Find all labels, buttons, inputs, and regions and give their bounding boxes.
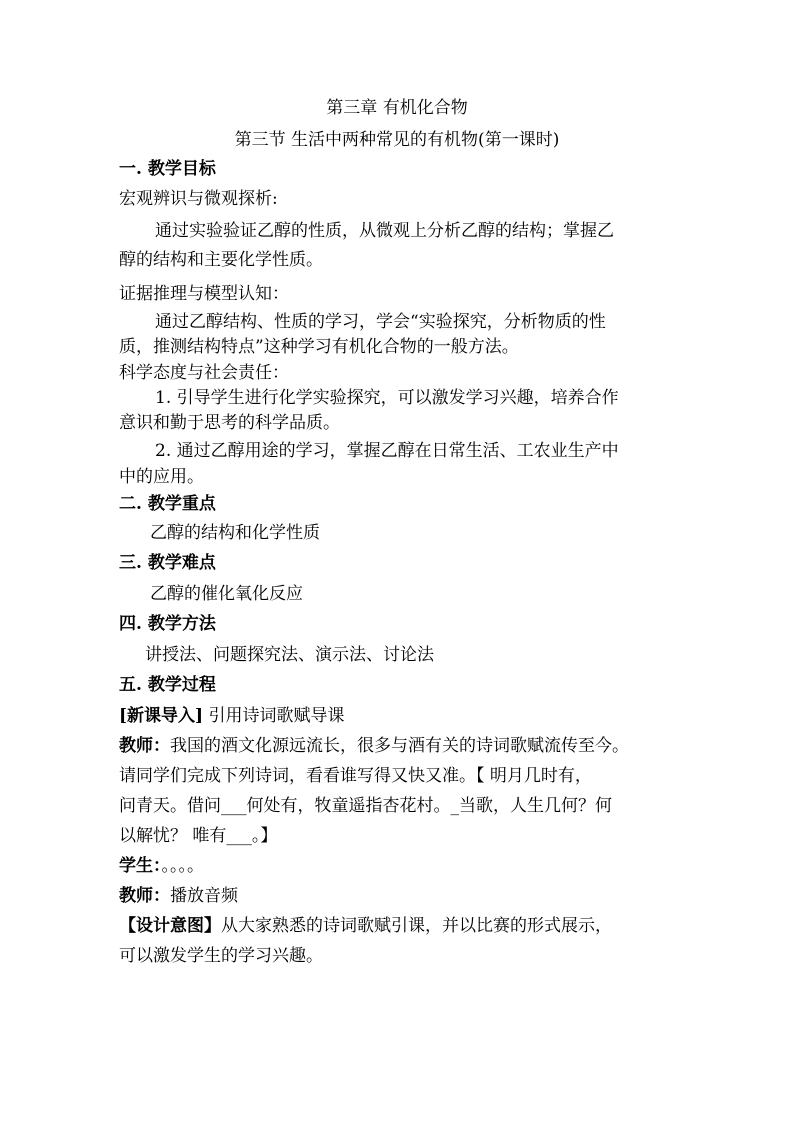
objectives-heading: 一. 教学目标 xyxy=(119,159,216,179)
intro-text: 引用诗词歌赋导课 xyxy=(203,706,345,726)
intro-tag: [新课导入] xyxy=(119,706,204,726)
attitude-item1-line1: 1. 引导学生进行化学实验探究，可以激发学习兴趣，培养合作 xyxy=(155,388,619,408)
macro-text-line2: 醇的结构和主要化学性质。 xyxy=(119,250,323,270)
student-label: 学生： xyxy=(119,856,162,876)
teacher2-text: 播放音频 xyxy=(170,886,238,906)
teacher-label: 教师： xyxy=(119,736,170,756)
macro-text-line1: 通过实验验证乙醇的性质，从微观上分析乙醇的结构；掌握乙 xyxy=(155,221,614,241)
design-text-line2: 可以激发学生的学习兴趣。 xyxy=(119,946,323,966)
process-heading: 五. 教学过程 xyxy=(119,675,216,695)
evidence-label: 证据推理与模型认知： xyxy=(119,284,289,304)
evidence-text-line1: 通过乙醇结构、性质的学习，学会“实验探究，分析物质的性 xyxy=(155,312,606,332)
key-points-heading: 二. 教学重点 xyxy=(119,494,216,514)
chapter-title: 第三章 有机化合物 xyxy=(326,98,468,118)
evidence-text-line2: 质，推测结构特点”这种学习有机化合物的一般方法。 xyxy=(119,337,519,357)
teacher2-line xyxy=(119,884,238,908)
teacher2-label: 教师： xyxy=(119,886,170,906)
intro-line xyxy=(119,704,345,728)
difficulties-heading: 三. 教学难点 xyxy=(119,553,216,573)
macro-label: 宏观辨识与微观探析: xyxy=(119,189,278,209)
difficulties-text: 乙醇的催化氧化反应 xyxy=(150,584,303,604)
teacher-text-line3: 问青天。借问___何处有，牧童遥指杏花村。_当歌，人生几何？何 xyxy=(119,796,612,816)
methods-text: 讲授法、问题探究法、演示法、讨论法 xyxy=(145,645,434,665)
student-line xyxy=(119,854,204,878)
design-line1 xyxy=(119,914,612,938)
attitude-item2-line1: 2. 通过乙醇用途的学习，掌握乙醇在日常生活、工农业生产中 xyxy=(155,441,619,461)
design-text-line1: 从大家熟悉的诗词歌赋引课，并以比赛的形式展示， xyxy=(221,916,612,936)
teacher-text-line4: 以解忧？ 唯有___。】 xyxy=(119,826,278,846)
teacher-text-line2: 请同学们完成下列诗词，看看谁写得又快又准。【 明月几时有， xyxy=(119,766,592,786)
section-title: 第三节 生活中两种常见的有机物(第一课时) xyxy=(234,130,560,150)
attitude-item2-line2: 中的应用。 xyxy=(119,467,204,487)
attitude-label: 科学态度与社会责任： xyxy=(119,363,289,383)
attitude-item1-line2: 意识和勤于思考的科学品质。 xyxy=(119,413,340,433)
student-text: 。。。。 xyxy=(161,856,204,876)
design-label: 【设计意图】 xyxy=(119,916,221,936)
methods-heading: 四. 教学方法 xyxy=(119,614,216,634)
teacher-line1 xyxy=(119,734,629,758)
key-points-text: 乙醇的结构和化学性质 xyxy=(150,523,320,543)
teacher-text-line1: 我国的酒文化源远流长，很多与酒有关的诗词歌赋流传至今。 xyxy=(170,736,629,756)
